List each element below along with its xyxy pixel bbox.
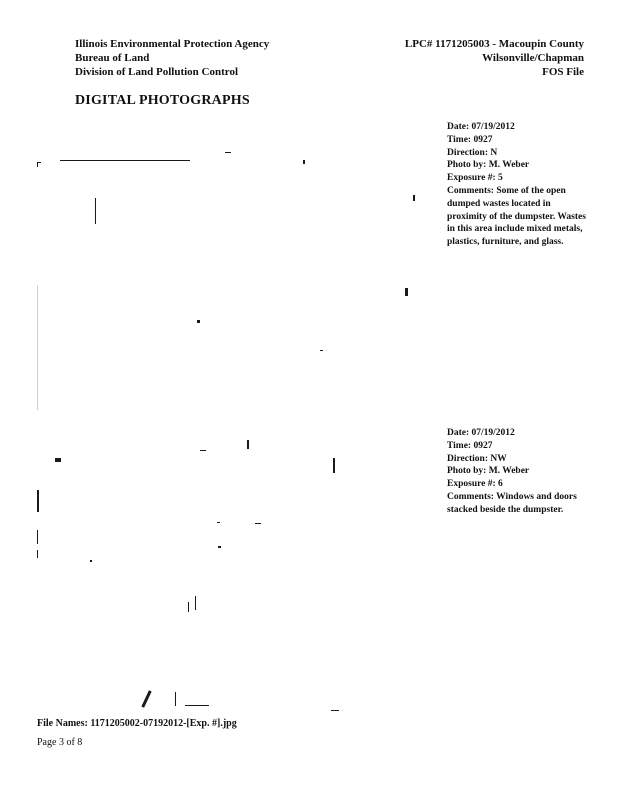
bureau-name: Bureau of Land xyxy=(75,52,150,64)
photo-artifact xyxy=(320,350,323,351)
photo-artifact xyxy=(413,195,415,201)
photo-artifact xyxy=(197,320,200,323)
photo-artifact xyxy=(247,440,249,449)
photo-comments: Comments: Some of the open dumped wastes located in proximity of the dumpster. Wastes in this area include mixed metals, plastics, furniture, and glass. xyxy=(447,185,586,248)
photo-6-details xyxy=(447,427,587,517)
photo-artifact xyxy=(200,450,206,451)
page-number: Page 3 of 8 xyxy=(37,737,83,748)
photo-comments: Comments: Windows and doors stacked beside the dumpster. xyxy=(447,491,577,515)
photo-exposure-6 xyxy=(35,420,420,715)
photo-artifact xyxy=(218,546,221,548)
photo-artifact xyxy=(175,692,176,706)
photo-5-details xyxy=(447,121,587,249)
photo-artifact xyxy=(331,710,339,711)
photo-artifact xyxy=(333,458,335,473)
photo-photographer: Photo by: M. Weber xyxy=(447,466,530,477)
photo-date: Date: 07/19/2012 xyxy=(447,428,515,438)
site-location: Wilsonville/Chapman xyxy=(482,52,584,64)
photo-time: Time: 0927 xyxy=(447,134,493,145)
photo-time: Time: 0927 xyxy=(447,440,493,451)
photo-artifact xyxy=(37,530,38,544)
photo-artifact xyxy=(55,458,61,462)
file-names: File Names: 1171205002-07192012-[Exp. #].jpg xyxy=(37,718,237,729)
agency-name: Illinois Environmental Protection Agency xyxy=(75,38,270,50)
photo-artifact xyxy=(95,198,96,224)
photo-artifact xyxy=(255,523,261,524)
site-header xyxy=(405,37,584,79)
photo-exposure: Exposure #: 6 xyxy=(447,479,503,490)
page-title: DIGITAL PHOTOGRAPHS xyxy=(75,93,250,108)
photo-photographer: Photo by: M. Weber xyxy=(447,160,530,171)
photo-artifact xyxy=(225,152,231,153)
photo-artifact xyxy=(90,560,92,562)
photo-artifact xyxy=(405,288,408,296)
photo-exposure-5 xyxy=(35,120,420,410)
agency-header xyxy=(75,37,269,79)
photo-artifact xyxy=(188,602,189,612)
photo-artifact xyxy=(37,285,38,410)
photo-artifact xyxy=(185,705,209,706)
photo-direction: Direction: NW xyxy=(447,453,507,464)
division-name: Division of Land Pollution Control xyxy=(75,66,238,78)
photo-artifact xyxy=(37,550,38,558)
photo-direction: Direction: N xyxy=(447,147,498,158)
photo-artifact xyxy=(303,160,305,164)
photo-exposure: Exposure #: 5 xyxy=(447,173,503,184)
file-type: FOS File xyxy=(542,66,584,78)
photo-artifact xyxy=(141,690,151,708)
photo-date: Date: 07/19/2012 xyxy=(447,122,515,132)
photo-artifact xyxy=(37,490,39,512)
photo-artifact xyxy=(60,160,190,161)
photo-artifact xyxy=(195,596,196,610)
lpc-number: LPC# 1171205003 - Macoupin County xyxy=(404,38,584,50)
photo-artifact xyxy=(37,162,38,167)
photo-artifact xyxy=(217,522,220,523)
